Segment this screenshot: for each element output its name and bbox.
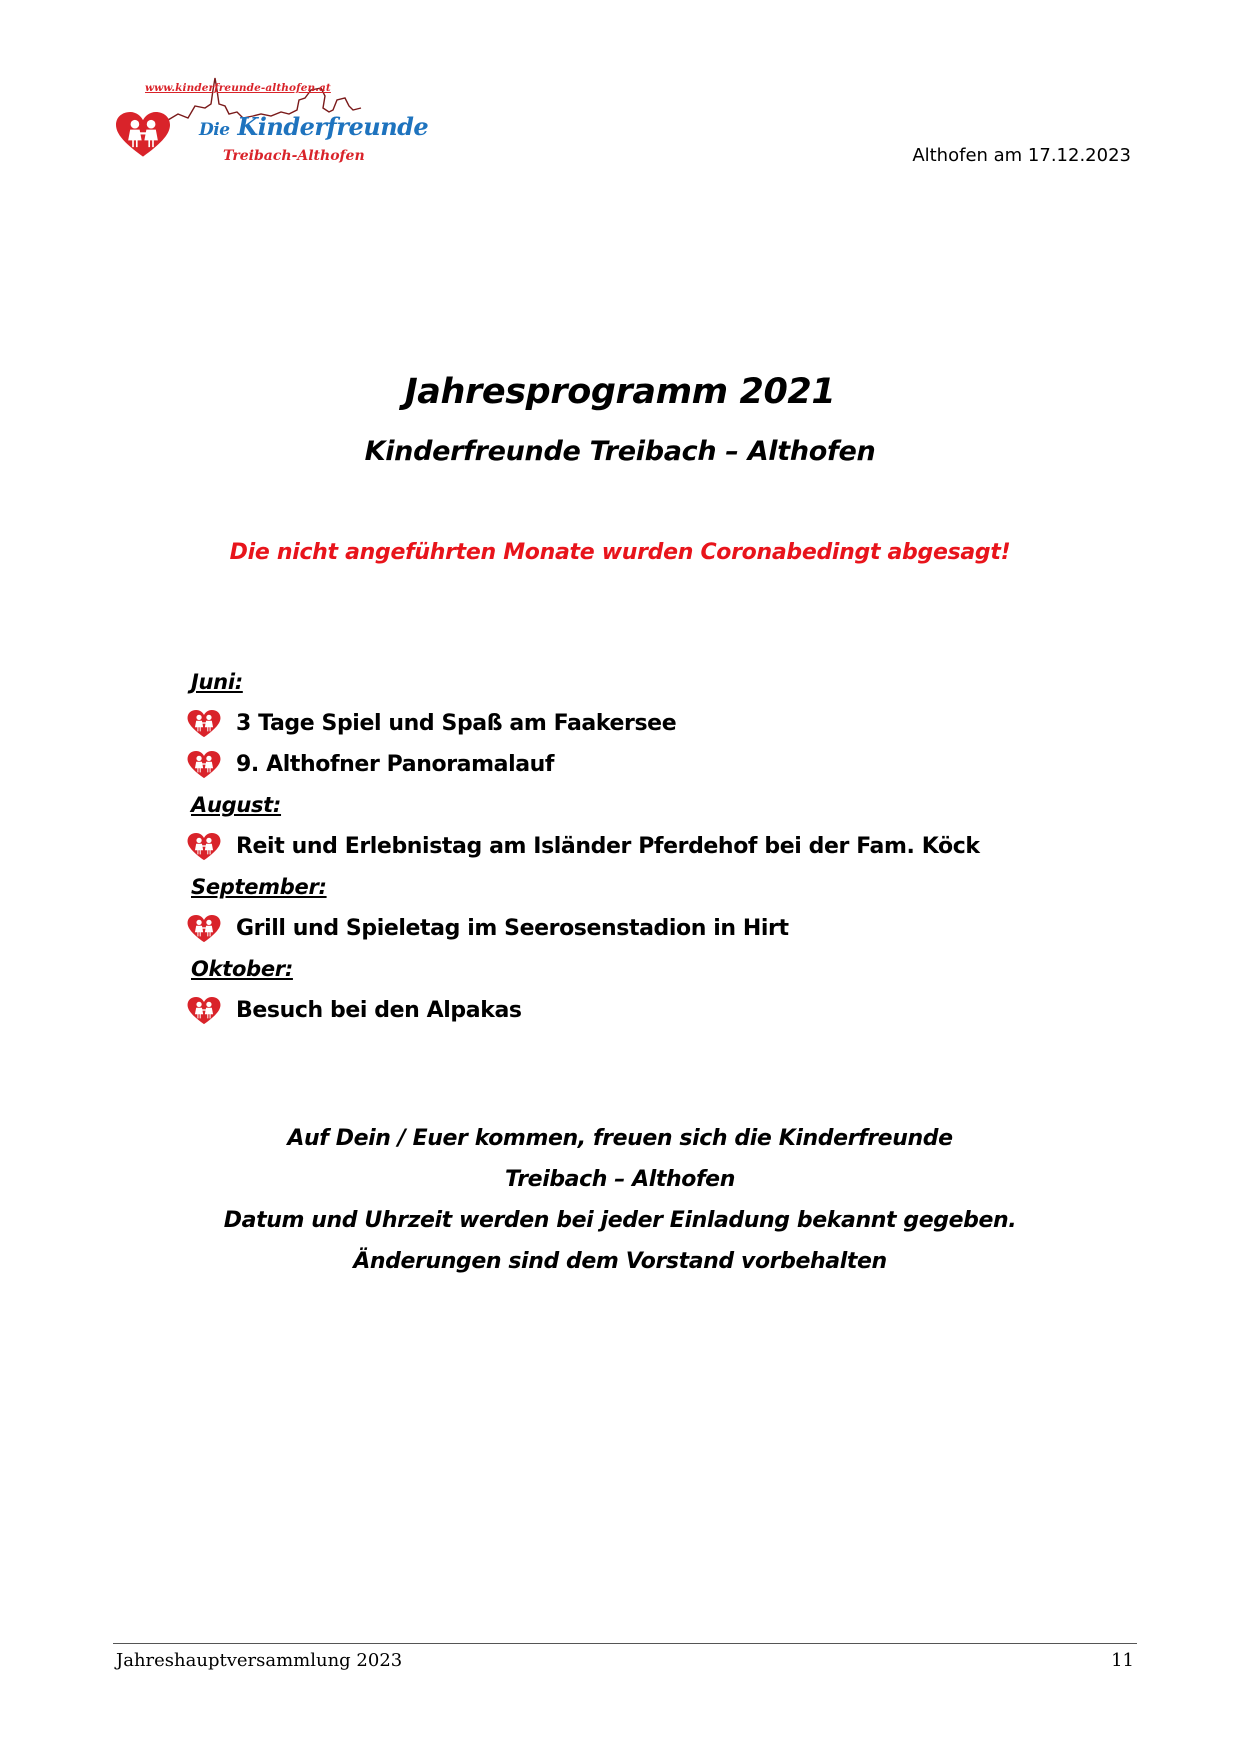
event-text: Grill und Spieletag im Seerosenstadion in Hirt xyxy=(236,916,789,941)
date-line: Althofen am 17.12.2023 xyxy=(912,145,1131,166)
website-url: www.kinderfreunde-althofen.at xyxy=(145,82,331,94)
list-item xyxy=(187,990,980,1031)
brand-name: Die Kinderfreunde xyxy=(199,112,429,141)
program-list xyxy=(187,662,980,1031)
list-item xyxy=(187,908,980,949)
event-text: 3 Tage Spiel und Spaß am Faakersee xyxy=(236,711,677,736)
kinderfreunde-heart-icon xyxy=(187,710,221,738)
kinderfreunde-logo xyxy=(113,70,429,170)
list-item xyxy=(187,826,980,867)
closing-line: Datum und Uhrzeit werden bei jeder Einladung bekannt gegeben. xyxy=(223,1208,1017,1233)
corona-notice: Die nicht angeführten Monate wurden Coronabedingt abgesagt! xyxy=(229,540,1011,565)
footer-title: Jahreshauptversammlung 2023 xyxy=(116,1650,403,1671)
kinderfreunde-heart-icon xyxy=(187,997,221,1025)
kinderfreunde-heart-icon xyxy=(187,833,221,861)
event-text: 9. Althofner Panoramalauf xyxy=(236,752,555,777)
page-subtitle: Kinderfreunde Treibach – Althofen xyxy=(364,436,876,467)
event-text: Besuch bei den Alpakas xyxy=(236,998,522,1023)
month-heading-oktober: Oktober: xyxy=(191,957,293,981)
closing-line: Auf Dein / Euer kommen, freuen sich die Kinderfreunde xyxy=(287,1126,953,1151)
kinderfreunde-heart-icon xyxy=(187,915,221,943)
page-number: 11 xyxy=(1111,1650,1134,1671)
closing-line: Änderungen sind dem Vorstand vorbehalten xyxy=(353,1249,887,1274)
kinderfreunde-heart-icon xyxy=(187,751,221,779)
page-title: Jahresprogramm 2021 xyxy=(404,372,836,412)
event-text: Reit und Erlebnistag am Isländer Pferdehof bei der Fam. Köck xyxy=(236,834,980,859)
brand-location: Treibach-Althofen xyxy=(223,148,365,164)
closing-note xyxy=(0,1118,1240,1282)
kinderfreunde-heart-logo-icon xyxy=(116,112,170,158)
month-heading-juni: Juni: xyxy=(191,670,243,694)
month-heading-september: September: xyxy=(191,875,327,899)
month-heading-august: August: xyxy=(191,793,282,817)
list-item xyxy=(187,744,980,785)
footer-divider xyxy=(113,1643,1137,1644)
closing-line: Treibach – Althofen xyxy=(505,1167,735,1192)
list-item xyxy=(187,703,980,744)
